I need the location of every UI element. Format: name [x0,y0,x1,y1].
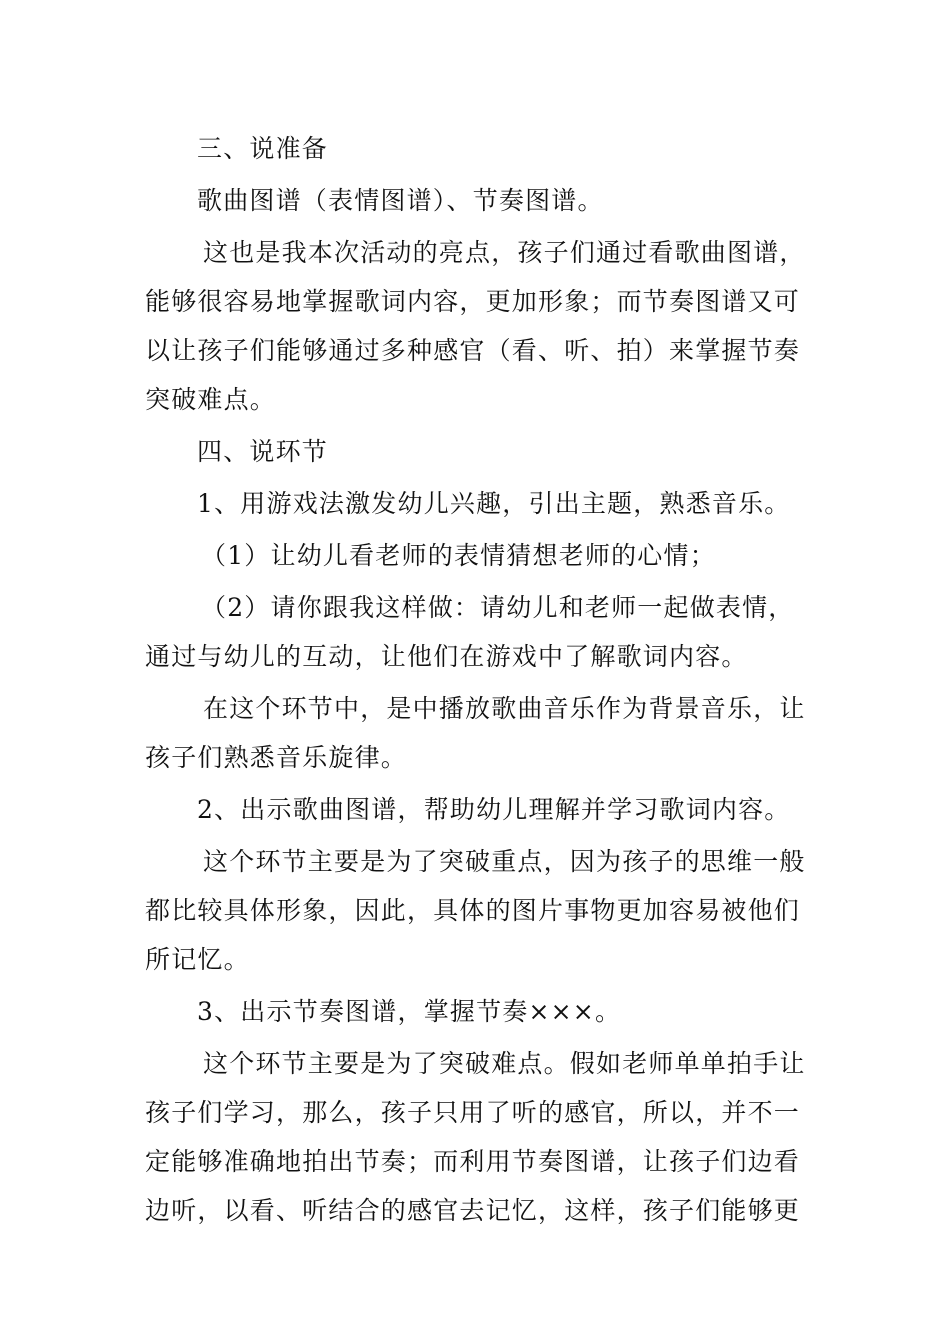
section-heading-preparation: 三、说准备 [197,134,329,163]
paragraph-step-1-note: 在这个环节中，是中播放歌曲音乐作为背景音乐，让孩子们熟悉音乐旋律。 [145,694,806,772]
paragraph-step-3-note: 这个环节主要是为了突破难点。假如老师单单拍手让孩子们学习，那么，孩子只用了听的感官，所以，并不一定能够准确地拍出节奏；而利用节奏图谱，让孩子们边看边听，以看、听结合的感官去记忆，这样，孩子们能够更 [145,1049,806,1225]
paragraph-highlights: 这也是我本次活动的亮点，孩子们通过看歌曲图谱，能够很容易地掌握歌词内容，更加形象；而节奏图谱又可以让孩子们能够通过多种感官（看、听、拍）来掌握节奏突破难点。 [145,238,806,414]
step-1-item-2: （2）请你跟我这样做：请幼儿和老师一起做表情，通过与幼儿的互动，让他们在游戏中了解歌词内容。 [145,593,795,671]
paragraph-step-2-note: 这个环节主要是为了突破重点，因为孩子的思维一般都比较具体形象，因此，具体的图片事物更加容易被他们所记忆。 [145,847,806,974]
step-1-item-1: （1）让幼儿看老师的表情猜想老师的心情； [201,541,716,570]
section-heading-steps: 四、说环节 [197,437,329,466]
step-1-title: 1、用游戏法激发幼儿兴趣，引出主题，熟悉音乐。 [197,489,791,518]
paragraph-materials: 歌曲图谱（表情图谱）、节奏图谱。 [197,186,604,215]
document-page [145,124,810,1235]
step-3-title: 3、出示节奏图谱，掌握节奏×××。 [197,997,622,1026]
step-2-title: 2、出示歌曲图谱，帮助幼儿理解并学习歌词内容。 [197,795,791,824]
